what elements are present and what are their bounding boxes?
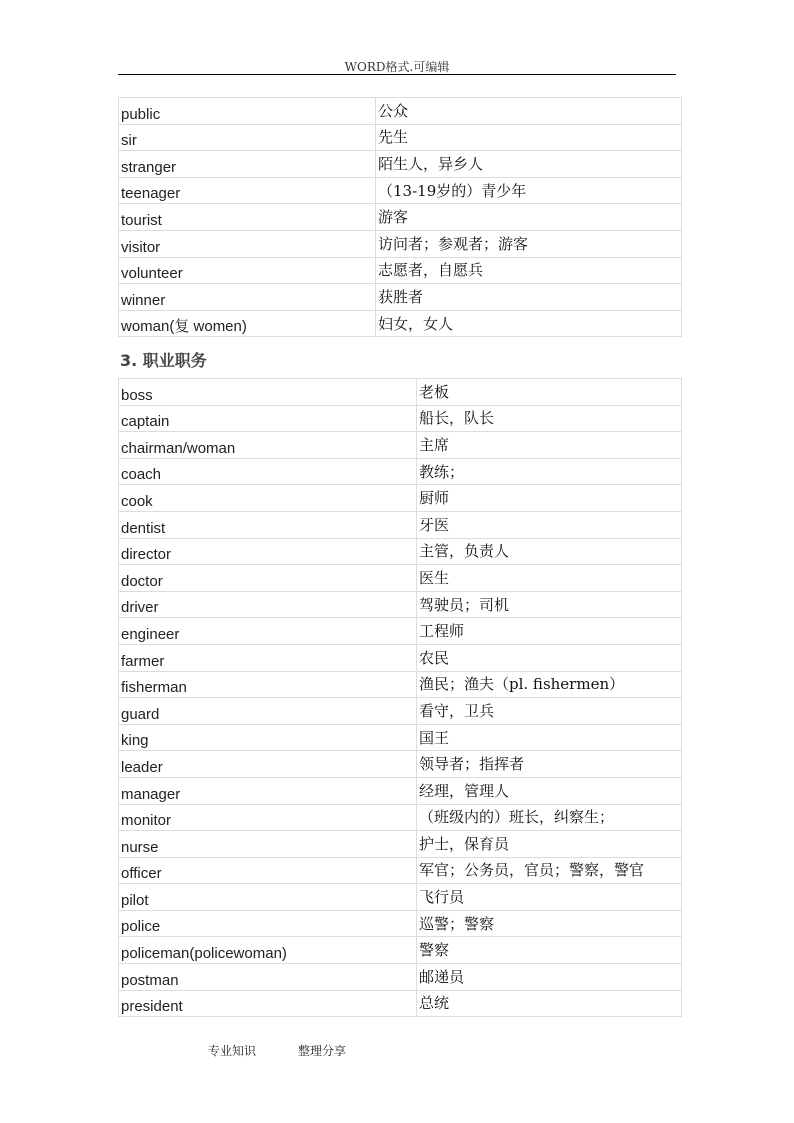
english-word: doctor xyxy=(119,565,417,592)
chinese-meaning: 警察 xyxy=(417,937,682,964)
chinese-meaning: 邮递员 xyxy=(417,964,682,991)
chinese-meaning: 船长，队长 xyxy=(417,405,682,432)
english-word: cook xyxy=(119,485,417,512)
table-row xyxy=(119,964,682,991)
table-row xyxy=(119,379,682,406)
table-row xyxy=(119,857,682,884)
chinese-meaning: 农民 xyxy=(417,644,682,671)
chinese-meaning: 访问者；参观者；游客 xyxy=(376,230,682,257)
table-row xyxy=(119,751,682,778)
table-row xyxy=(119,591,682,618)
table-row xyxy=(119,458,682,485)
chinese-meaning: 国王 xyxy=(417,724,682,751)
english-word: driver xyxy=(119,591,417,618)
table-row xyxy=(119,310,682,337)
chinese-meaning: 看守，卫兵 xyxy=(417,698,682,725)
chinese-meaning: 主管，负责人 xyxy=(417,538,682,565)
table-row xyxy=(119,777,682,804)
section-title: 3. 职业职务 xyxy=(120,351,207,370)
chinese-meaning: 公众 xyxy=(376,98,682,125)
english-word: pilot xyxy=(119,884,417,911)
english-word: tourist xyxy=(119,204,376,231)
vocab-table-occupations xyxy=(118,378,682,1017)
english-word: nurse xyxy=(119,831,417,858)
table-row xyxy=(119,671,682,698)
table-row xyxy=(119,538,682,565)
table-row xyxy=(119,284,682,311)
table-row xyxy=(119,698,682,725)
english-word: captain xyxy=(119,405,417,432)
chinese-meaning: （班级内的）班长，纠察生； xyxy=(417,804,682,831)
table-row xyxy=(119,485,682,512)
table-row xyxy=(119,177,682,204)
vocab-table-people xyxy=(118,97,682,337)
english-word: leader xyxy=(119,751,417,778)
chinese-meaning: 总统 xyxy=(417,990,682,1017)
english-word: coach xyxy=(119,458,417,485)
chinese-meaning: 主席 xyxy=(417,432,682,459)
table-row xyxy=(119,257,682,284)
chinese-meaning: 教练； xyxy=(417,458,682,485)
chinese-meaning: 工程师 xyxy=(417,618,682,645)
chinese-meaning: 经理，管理人 xyxy=(417,777,682,804)
chinese-meaning: 陌生人，异乡人 xyxy=(376,151,682,178)
english-word: postman xyxy=(119,964,417,991)
chinese-meaning: 领导者；指挥者 xyxy=(417,751,682,778)
english-word: director xyxy=(119,538,417,565)
english-word: chairman/woman xyxy=(119,432,417,459)
table-row xyxy=(119,937,682,964)
chinese-meaning: 飞行员 xyxy=(417,884,682,911)
chinese-meaning: 厨师 xyxy=(417,485,682,512)
english-word: volunteer xyxy=(119,257,376,284)
table-row xyxy=(119,511,682,538)
chinese-meaning: 驾驶员；司机 xyxy=(417,591,682,618)
english-word: officer xyxy=(119,857,417,884)
english-word: king xyxy=(119,724,417,751)
chinese-meaning: （13-19岁的）青少年 xyxy=(376,177,682,204)
footer-right-text: 整理分享 xyxy=(298,1044,347,1058)
table-row xyxy=(119,804,682,831)
chinese-meaning: 医生 xyxy=(417,565,682,592)
table-row xyxy=(119,644,682,671)
english-word: woman(复 women) xyxy=(119,310,376,337)
table-row xyxy=(119,405,682,432)
table-row xyxy=(119,432,682,459)
chinese-meaning: 牙医 xyxy=(417,511,682,538)
english-word: winner xyxy=(119,284,376,311)
table-row xyxy=(119,831,682,858)
table-row xyxy=(119,618,682,645)
chinese-meaning: 游客 xyxy=(376,204,682,231)
english-word: president xyxy=(119,990,417,1017)
footer-left-text: 专业知识 xyxy=(208,1044,257,1058)
english-word: police xyxy=(119,910,417,937)
chinese-meaning: 先生 xyxy=(376,124,682,151)
table-row xyxy=(119,990,682,1017)
english-word: farmer xyxy=(119,644,417,671)
english-word: policeman(policewoman) xyxy=(119,937,417,964)
english-word: stranger xyxy=(119,151,376,178)
table-row xyxy=(119,565,682,592)
table-row xyxy=(119,98,682,125)
english-word: manager xyxy=(119,777,417,804)
chinese-meaning: 巡警；警察 xyxy=(417,910,682,937)
table-row xyxy=(119,151,682,178)
chinese-meaning: 渔民；渔夫（pl. fishermen） xyxy=(417,671,682,698)
table-row xyxy=(119,910,682,937)
english-word: sir xyxy=(119,124,376,151)
chinese-meaning: 妇女，女人 xyxy=(376,310,682,337)
table-row xyxy=(119,230,682,257)
table-row xyxy=(119,204,682,231)
chinese-meaning: 护士，保育员 xyxy=(417,831,682,858)
english-word: guard xyxy=(119,698,417,725)
english-word: dentist xyxy=(119,511,417,538)
english-word: monitor xyxy=(119,804,417,831)
english-word: public xyxy=(119,98,376,125)
table-row xyxy=(119,724,682,751)
table-row xyxy=(119,884,682,911)
english-word: engineer xyxy=(119,618,417,645)
english-word: teenager xyxy=(119,177,376,204)
table-row xyxy=(119,124,682,151)
english-word: boss xyxy=(119,379,417,406)
chinese-meaning: 军官；公务员，官员；警察，警官 xyxy=(417,857,682,884)
header-divider xyxy=(118,74,676,75)
chinese-meaning: 志愿者，自愿兵 xyxy=(376,257,682,284)
chinese-meaning: 老板 xyxy=(417,379,682,406)
chinese-meaning: 获胜者 xyxy=(376,284,682,311)
english-word: fisherman xyxy=(119,671,417,698)
english-word: visitor xyxy=(119,230,376,257)
page-header: WORD格式.可编辑 xyxy=(344,60,450,74)
